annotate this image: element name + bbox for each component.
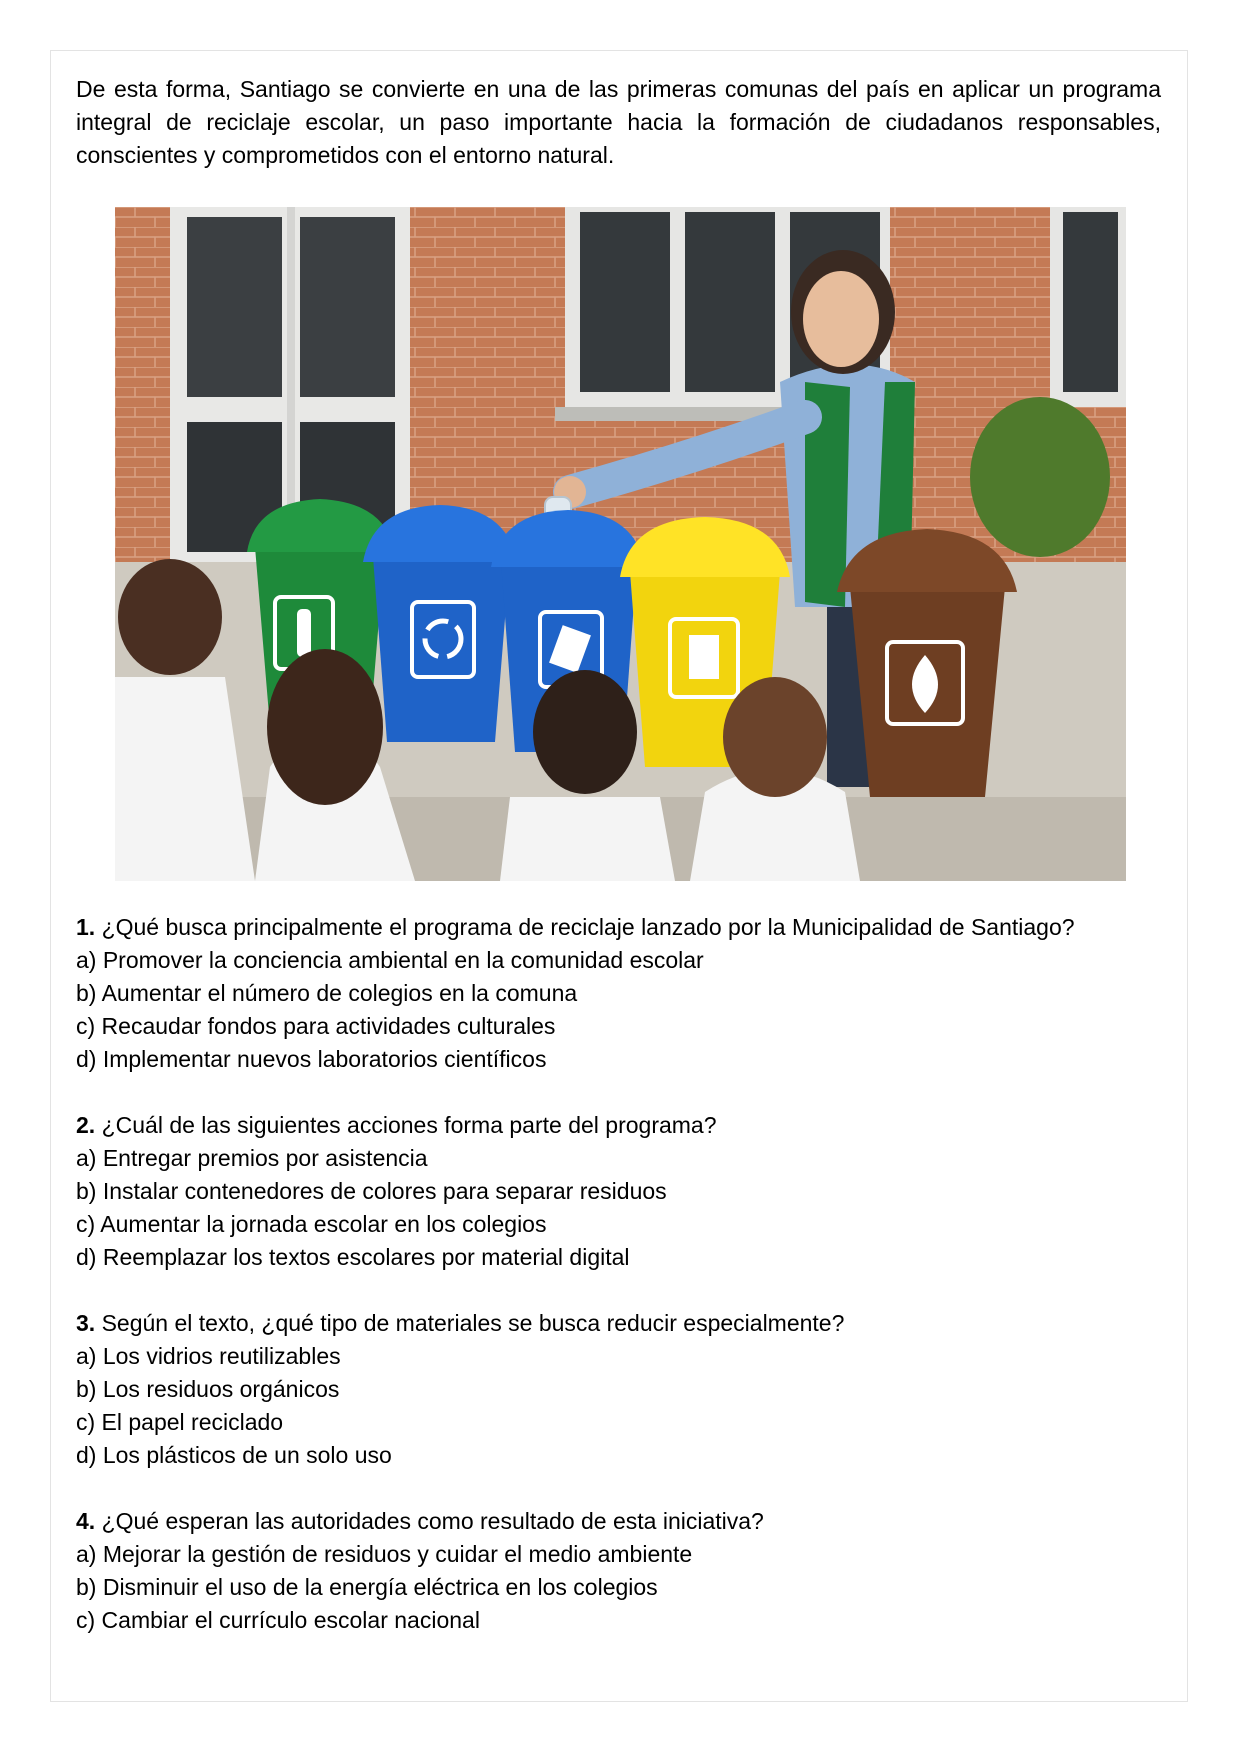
document-page (50, 50, 1188, 1702)
question-text (76, 911, 1166, 944)
question-3 (76, 1307, 1166, 1472)
answer-option: a) Promover la conciencia ambiental en la comunidad escolar (76, 947, 704, 973)
answer-option: c) El papel reciclado (76, 1409, 284, 1435)
blue-bin-1 (363, 505, 517, 742)
answer-option: d) Los plásticos de un solo uso (76, 1442, 392, 1468)
bush (970, 397, 1110, 557)
question-number: 1. (76, 914, 96, 940)
question-text (76, 1307, 1166, 1340)
recycling-bins-photo (115, 207, 1126, 881)
question-2 (76, 1109, 1166, 1274)
answer-option: c) Aumentar la jornada escolar en los colegios (76, 1211, 547, 1237)
answer-option: c) Recaudar fondos para actividades culturales (76, 1013, 556, 1039)
answer-option: a) Los vidrios reutilizables (76, 1343, 341, 1369)
question-prompt: ¿Cuál de las siguientes acciones forma parte del programa? (101, 1112, 717, 1138)
question-4 (76, 1505, 1166, 1637)
question-prompt: ¿Qué busca principalmente el programa de reciclaje lanzado por la Municipalidad de Santiago? (101, 914, 1075, 940)
question-text (76, 1109, 1166, 1142)
photo-illustration (115, 207, 1126, 881)
answer-option: a) Mejorar la gestión de residuos y cuidar el medio ambiente (76, 1541, 693, 1567)
question-text (76, 1505, 1166, 1538)
question-prompt: ¿Qué esperan las autoridades como resultado de esta iniciativa? (101, 1508, 764, 1534)
answer-option: a) Entregar premios por asistencia (76, 1145, 428, 1171)
answer-option: c) Cambiar el currículo escolar nacional (76, 1607, 480, 1633)
question-prompt: Según el texto, ¿qué tipo de materiales se busca reducir especialmente? (101, 1310, 845, 1336)
question-number: 4. (76, 1508, 96, 1534)
question-list (76, 911, 1166, 1670)
question-1 (76, 911, 1166, 1076)
question-number: 2. (76, 1112, 96, 1138)
intro-paragraph: De esta forma, Santiago se convierte en una de las primeras comunas del país en aplicar un programa integral de reciclaje escolar, un paso importante hacia la formación de ciudadanos responsables, conscientes y comprometidos con el entorno natural. (76, 76, 1161, 168)
answer-option: b) Los residuos orgánicos (76, 1376, 340, 1402)
answer-option: b) Instalar contenedores de colores para separar residuos (76, 1178, 667, 1204)
answer-option: b) Disminuir el uso de la energía eléctrica en los colegios (76, 1574, 658, 1600)
question-number: 3. (76, 1310, 96, 1336)
answer-option: d) Implementar nuevos laboratorios científicos (76, 1046, 547, 1072)
answer-option: b) Aumentar el número de colegios en la comuna (76, 980, 578, 1006)
answer-option: d) Reemplazar los textos escolares por material digital (76, 1244, 630, 1270)
